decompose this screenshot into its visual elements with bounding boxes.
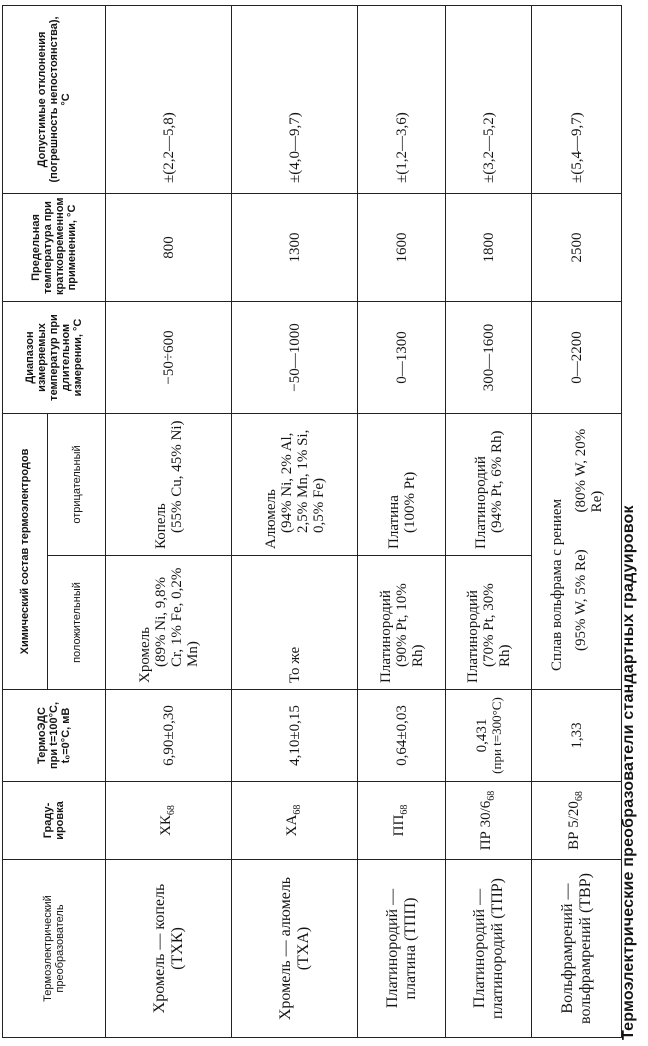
- header-composition: Химический состав термоэлектродов: [3, 413, 48, 689]
- cell-graduation: ПР $30/6_{68}$: [446, 782, 532, 860]
- cell-short-term: 2500: [532, 193, 622, 301]
- cell-positive: Хромель (89% Ni, 9,8% Cr, 1% Fe, 0,2% Mn): [106, 556, 232, 690]
- cell-range: 0—1300: [358, 301, 446, 413]
- cell-negative: Алюмель (94% Ni, 2% Al, 2,5% Mn, 1% Si, 0,5% Fe): [232, 413, 358, 555]
- cell-deviation: ±(3,2—5,2): [446, 5, 532, 193]
- cell-negative: Платинородий (94% Pt, 6% Rh): [446, 413, 532, 555]
- cell-range: 300—1600: [446, 301, 532, 413]
- cell-range: −50÷600: [106, 301, 232, 413]
- cell-deviation: ±(2,2—5,8): [106, 5, 232, 193]
- cell-positive: Платинородий (90% Pt, 10% Rh): [358, 556, 446, 690]
- header-range: Диапазон измеряемых температур при длительном измерении, °C: [3, 301, 106, 413]
- cell-converter: Платинородий — платина (ТПП): [358, 860, 446, 1038]
- header-graduation: Граду-ировка: [3, 782, 106, 860]
- cell-emf: 6,90±0,30: [106, 690, 232, 782]
- cell-deviation: ±(4,0—9,7): [232, 5, 358, 193]
- cell-range: −50—1000: [232, 301, 358, 413]
- cell-converter: Платинородий — платинородий (ТПР): [446, 860, 532, 1038]
- table-row: [532, 5, 622, 1037]
- cell-deviation: ±(1,2—3,6): [358, 5, 446, 193]
- cell-graduation: $ХК_{68}$: [106, 782, 232, 860]
- cell-emf: 0,64±0,03: [358, 690, 446, 782]
- cell-negative: (80% W, 20% Re): [572, 428, 605, 513]
- cell-positive: Платинородий (70% Pt, 30% Rh): [446, 556, 532, 690]
- cell-short-term: 1300: [232, 193, 358, 301]
- document-title: Термоэлектрические преобразователи стандартных градуировок: [620, 505, 637, 1040]
- cell-positive: То же: [232, 556, 358, 690]
- cell-deviation: ±(5,4—9,7): [532, 5, 622, 193]
- cell-converter: Хромель — алюмель (ТХА): [232, 860, 358, 1038]
- header-emf: ТермоЭДС при t=100°C, t₀=0°C, мВ: [3, 690, 106, 782]
- header-negative: отрицательный: [48, 413, 106, 555]
- table-row: [232, 5, 358, 1037]
- cell-short-term: 800: [106, 193, 232, 301]
- cell-short-term: 1800: [446, 193, 532, 301]
- cell-negative: Копель (55% Cu, 45% Ni): [106, 413, 232, 555]
- table-row: [106, 5, 232, 1037]
- header-positive: положительный: [48, 556, 106, 690]
- cell-short-term: 1600: [358, 193, 446, 301]
- cell-negative: Платина (100% Pt): [358, 413, 446, 555]
- header-deviation: Допустимые отклонения (погрешность непостоянства), °C: [3, 5, 106, 193]
- table-row: [358, 5, 446, 1037]
- cell-graduation: $ПП_{68}$: [358, 782, 446, 860]
- cell-emf: 0,431 (при t=300°C): [446, 690, 532, 782]
- header-converter: Термоэлектрический преобразователь: [3, 860, 106, 1038]
- cell-range: 0—2200: [532, 301, 622, 413]
- cell-graduation: $ХА_{68}$: [232, 782, 358, 860]
- header-short-term: Предельная температура при кратковременном применении, °C: [3, 193, 106, 301]
- cell-converter: Хромель — копель (ТХК): [106, 860, 232, 1038]
- cell-emf: 1,33: [532, 690, 622, 782]
- cell-composition-combined: Сплав вольфрама с рением (95% W, 5% Re) (80% W, 20% Re): [532, 413, 622, 689]
- cell-converter: Вольфрамрений — вольфрамрений (ТВР): [532, 860, 622, 1038]
- cell-graduation: ВР $5/20_{68}$: [532, 782, 622, 860]
- thermocouple-table: [2, 5, 622, 1038]
- table-row: [446, 5, 532, 1037]
- cell-emf: 4,10±0,15: [232, 690, 358, 782]
- cell-positive: (95% W, 5% Re): [572, 549, 589, 651]
